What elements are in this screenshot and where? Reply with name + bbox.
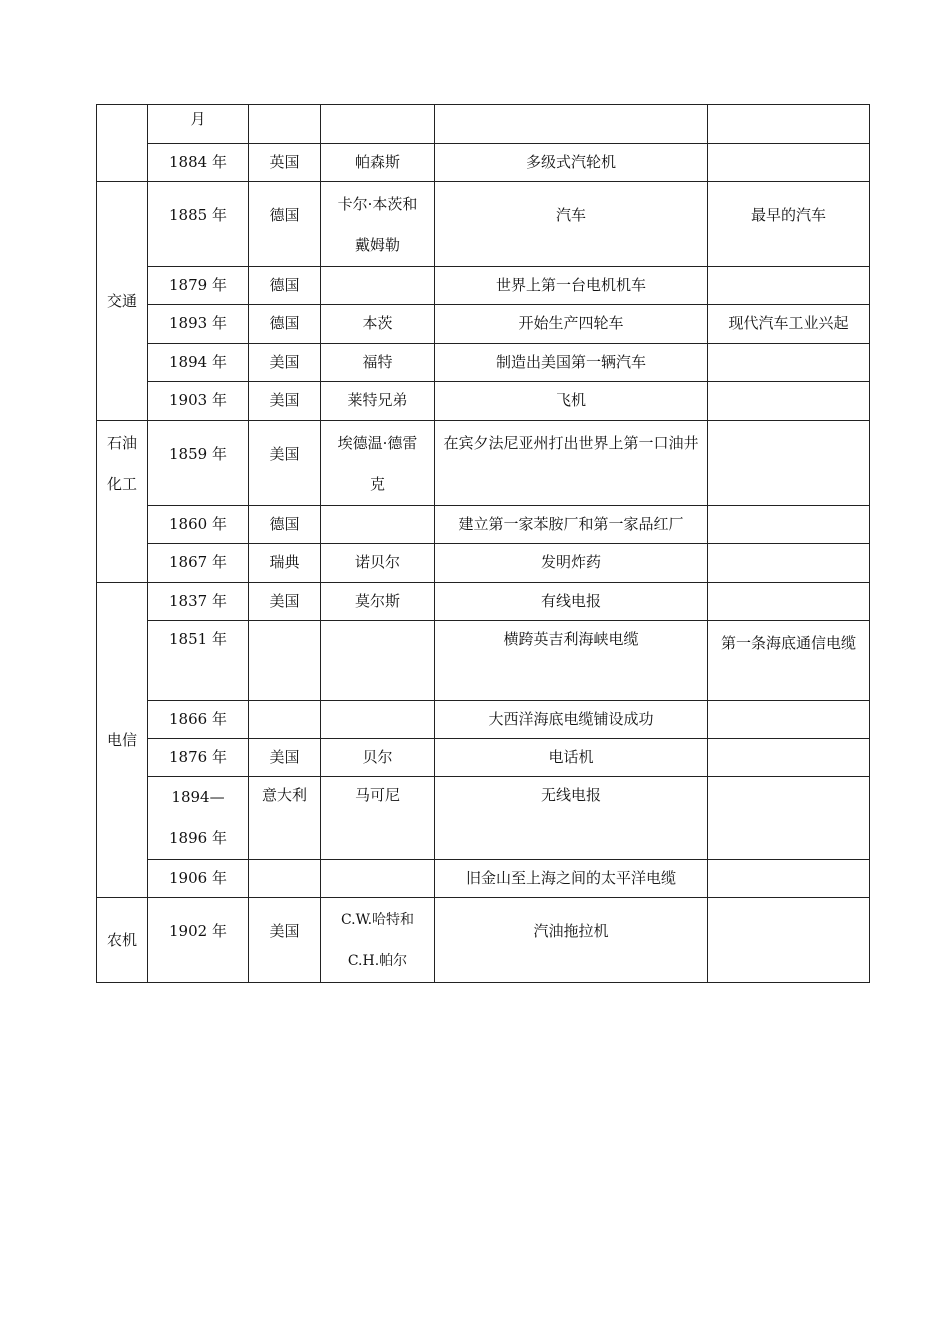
country-cell [249,701,321,739]
note-cell [708,421,870,506]
field-cell: 交通 [97,182,148,421]
table-row [97,182,870,267]
inventor-cell: 莱特兄弟 [321,382,435,421]
table-row [97,739,870,777]
invention-cell: 汽车 [435,182,708,267]
year-cell: 1867 年 [148,544,249,583]
invention-cell: 在宾夕法尼亚州打出世界上第一口油井 [435,421,708,506]
country-cell: 意大利 [249,777,321,860]
invention-cell: 汽油拖拉机 [435,898,708,983]
inventor-cell [321,701,435,739]
year-cell: 1859 年 [148,421,249,506]
inventions-table [96,104,870,983]
note-cell: 最早的汽车 [708,182,870,267]
invention-cell [435,105,708,144]
country-cell [249,105,321,144]
note-cell [708,382,870,421]
inventor-cell: 埃德温·德雷克 [321,421,435,506]
year-cell: 1893 年 [148,305,249,344]
invention-cell: 开始生产四轮车 [435,305,708,344]
table-row [97,777,870,860]
invention-cell: 制造出美国第一辆汽车 [435,344,708,382]
invention-cell: 旧金山至上海之间的太平洋电缆 [435,860,708,898]
year-cell: 1879 年 [148,267,249,305]
invention-cell: 飞机 [435,382,708,421]
table-row [97,701,870,739]
table-row [97,144,870,182]
inventor-cell: 卡尔·本茨和戴姆勒 [321,182,435,267]
year-cell: 1894 年 [148,344,249,382]
country-cell: 瑞典 [249,544,321,583]
inventor-cell [321,105,435,144]
note-cell [708,860,870,898]
year-cell: 1884 年 [148,144,249,182]
note-cell [708,583,870,621]
invention-cell: 横跨英吉利海峡电缆 [435,621,708,701]
field-cell: 农机 [97,898,148,983]
inventor-cell [321,860,435,898]
country-cell: 德国 [249,182,321,267]
country-cell: 德国 [249,267,321,305]
invention-cell: 世界上第一台电机机车 [435,267,708,305]
year-cell: 1906 年 [148,860,249,898]
country-cell: 美国 [249,583,321,621]
invention-cell: 发明炸药 [435,544,708,583]
year-cell: 月 [148,105,249,144]
invention-cell: 电话机 [435,739,708,777]
inventor-cell: C.W.哈特和C.H.帕尔 [321,898,435,983]
note-cell [708,544,870,583]
invention-cell: 大西洋海底电缆铺设成功 [435,701,708,739]
inventor-cell: 贝尔 [321,739,435,777]
note-cell: 第一条海底通信电缆 [708,621,870,701]
table-row [97,105,870,144]
table-row [97,305,870,344]
country-cell: 美国 [249,344,321,382]
table-row [97,583,870,621]
inventor-cell [321,267,435,305]
country-cell [249,621,321,701]
year-cell: 1894—1896 年 [148,777,249,860]
inventor-cell [321,506,435,544]
country-cell: 德国 [249,305,321,344]
year-cell: 1902 年 [148,898,249,983]
inventor-cell: 马可尼 [321,777,435,860]
country-cell: 英国 [249,144,321,182]
inventor-cell: 福特 [321,344,435,382]
country-cell: 美国 [249,421,321,506]
year-cell: 1860 年 [148,506,249,544]
table-row [97,544,870,583]
inventor-cell: 帕森斯 [321,144,435,182]
inventor-cell: 本茨 [321,305,435,344]
table-row [97,898,870,983]
note-cell [708,105,870,144]
year-cell: 1866 年 [148,701,249,739]
year-cell: 1903 年 [148,382,249,421]
note-cell [708,739,870,777]
field-cell [97,105,148,182]
note-cell: 现代汽车工业兴起 [708,305,870,344]
country-cell [249,860,321,898]
table-row [97,506,870,544]
year-cell: 1837 年 [148,583,249,621]
invention-cell: 有线电报 [435,583,708,621]
note-cell [708,777,870,860]
inventor-cell [321,621,435,701]
country-cell: 美国 [249,898,321,983]
inventor-cell: 诺贝尔 [321,544,435,583]
note-cell [708,701,870,739]
note-cell [708,898,870,983]
field-cell: 电信 [97,583,148,898]
table-row [97,860,870,898]
note-cell [708,267,870,305]
country-cell: 美国 [249,382,321,421]
year-cell: 1876 年 [148,739,249,777]
invention-cell: 多级式汽轮机 [435,144,708,182]
table-row [97,267,870,305]
year-cell: 1851 年 [148,621,249,701]
note-cell [708,144,870,182]
country-cell: 美国 [249,739,321,777]
country-cell: 德国 [249,506,321,544]
note-cell [708,506,870,544]
note-cell [708,344,870,382]
table-row [97,382,870,421]
invention-cell: 无线电报 [435,777,708,860]
field-cell: 石油化工 [97,421,148,583]
table-row [97,421,870,506]
invention-cell: 建立第一家苯胺厂和第一家品红厂 [435,506,708,544]
year-cell: 1885 年 [148,182,249,267]
table-row [97,344,870,382]
table-row [97,621,870,701]
inventor-cell: 莫尔斯 [321,583,435,621]
